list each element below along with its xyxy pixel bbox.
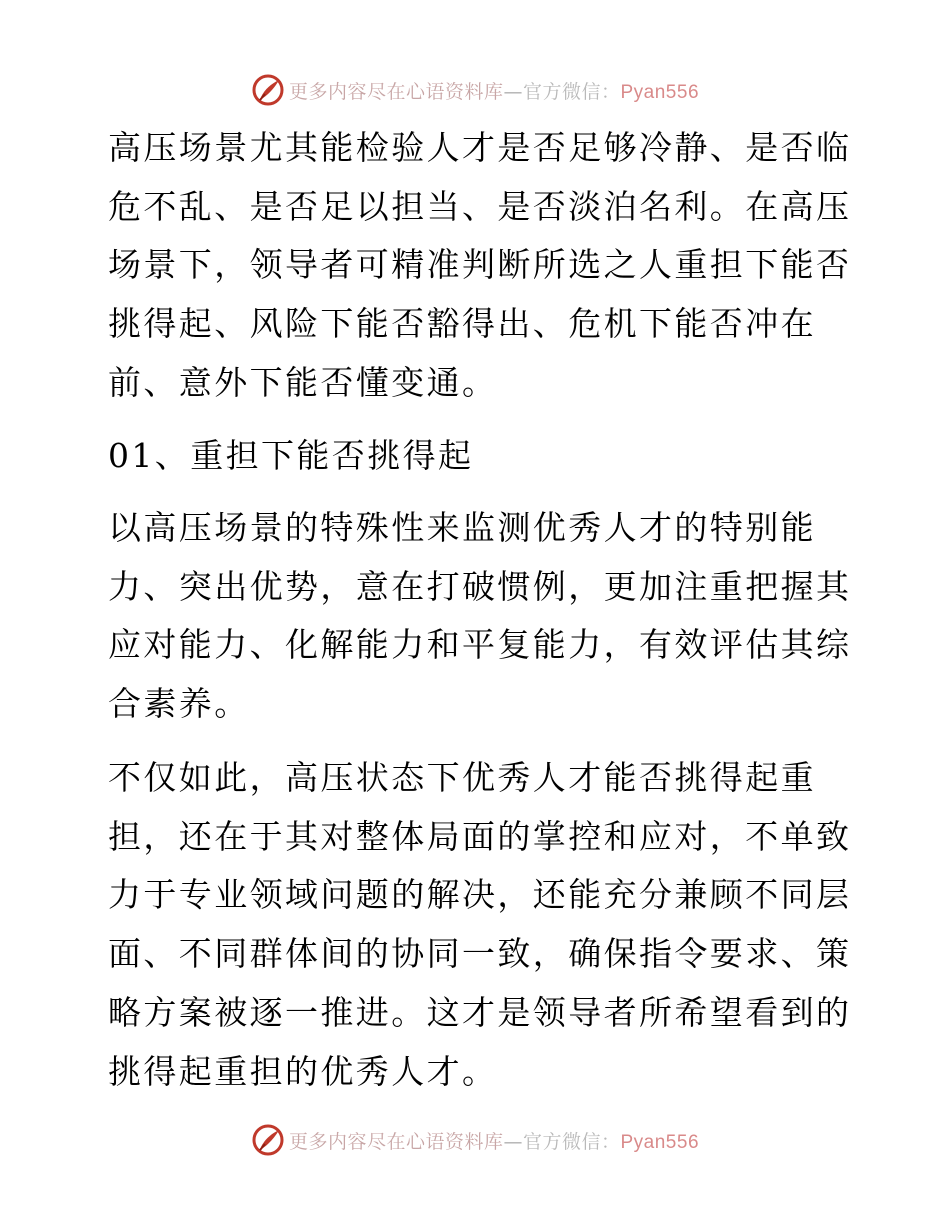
footer-watermark [0,1120,950,1160]
feather-quill-logo-icon [251,1123,285,1157]
watermark-wechat-id: Pyan556 [620,1131,700,1153]
watermark-main: 更多内容尽在心语资料库 [288,1130,504,1153]
watermark-text [289,1127,699,1154]
section-heading: 01、重担下能否挑得起 [108,436,474,475]
watermark-text [289,77,699,104]
watermark-separator: — [503,80,523,103]
paragraph-1: 高压场景尤其能检验人才是否足够冷静、是否临危不乱、是否足以担当、是否淡泊名利。在高压场景下，领导者可精准判断所选之人重担下能否挑得起、风险下能否豁得出、危机下能否冲在前、意外下能否懂变通。 [108,128,852,402]
paragraph-2: 以高压场景的特殊性来监测优秀人才的特别能力、突出优势，意在打破惯例，更加注重把握其应对能力、化解能力和平复能力，有效评估其综合素养。 [108,508,852,724]
watermark-wechat-id: Pyan556 [620,81,700,103]
watermark-wechat-label: 官方微信： [522,1130,621,1153]
watermark-separator: — [503,1130,523,1153]
watermark-wechat-label: 官方微信： [522,80,621,103]
watermark-main: 更多内容尽在心语资料库 [288,80,504,103]
header-watermark [0,70,950,110]
feather-quill-logo-icon [251,73,285,107]
paragraph-3: 不仅如此，高压状态下优秀人才能否挑得起重担，还在于其对整体局面的掌控和应对，不单致力于专业领域问题的解决，还能充分兼顾不同层面、不同群体间的协同一致，确保指令要求、策略方案被逐一推进。这才是领导者所希望看到的挑得起重担的优秀人才。 [108,758,852,1091]
